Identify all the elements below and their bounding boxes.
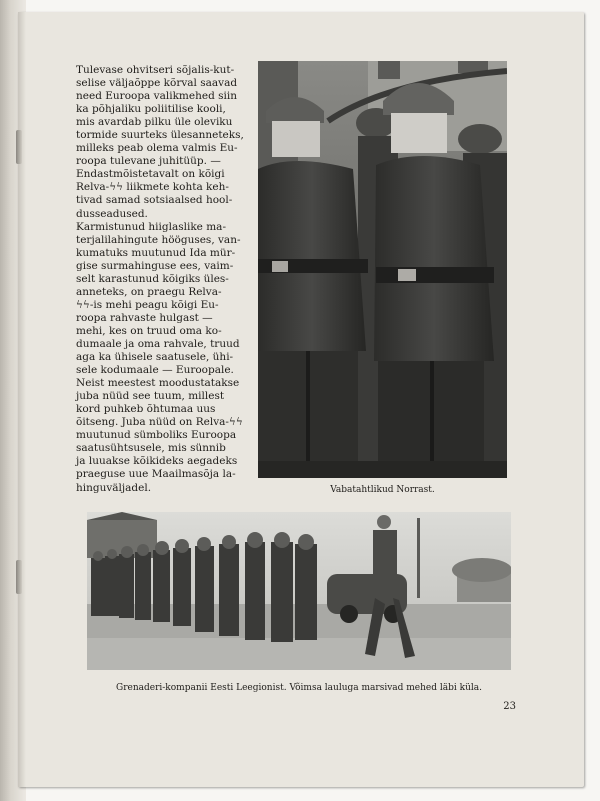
article-body-text: Tulevase ohvitseri sõjalis-kut- selise väljaõppe kõrval saavad need Euroopa valikmehed siin ka põhjaliku poliitilise kooli, mis avardab pilku üle oleviku tormide suurteks ülesanneteks, milleks peab olema valmis Eu- roopa tulevane juhitüüp. — Endastmõistetavalt on kõigi Relva-ϟϟ liikmete kohta keh- tivad samad sotsiaalsed hool- dusseadused. Karmistunud hiiglaslike ma- terjalilahingute hööguses, van- kumatuks muutunud Ida mür- gise surmahinguse ees, vaim- selt karastunud kõigiks üles- anneteks, on praegu Relva- ϟϟ-is mehi peagu kõigi Eu- roopa rahvaste hulgast — mehi, kes on truud oma ko- dumaale ja oma rahvale, truud aga ka ühisele saatusele, ühi- sele kodumaale — Euroopale. Neist meestest moodustatakse juba nüüd see tuum, millest kord puhkeb õhtumaa uus õitseng. Juba nüüd on Relva-ϟϟ muutunud sümboliks Euroopa saatusühtsusele, mis sünnib ja luuakse kõikideks aegadeks praeguse uue Maailmasõja la- hinguväljadel.: [76, 64, 244, 494]
staple-bottom: [16, 560, 22, 594]
photo-grenadier-company: [87, 512, 511, 670]
photo-grenadier-image: [87, 512, 511, 670]
photo-volunteers-norway: [258, 61, 507, 478]
photo-volunteers-image: [258, 61, 507, 478]
photo-top-caption: Vabatahtlikud Norrast.: [330, 485, 435, 495]
photo-bottom-caption: Grenaderi-kompanii Eesti Leegionist. Võimsa lauluga marsivad mehed läbi küla.: [116, 683, 482, 693]
page-edge: [18, 12, 26, 787]
staple-top: [16, 130, 22, 164]
page-number: 23: [503, 701, 516, 712]
